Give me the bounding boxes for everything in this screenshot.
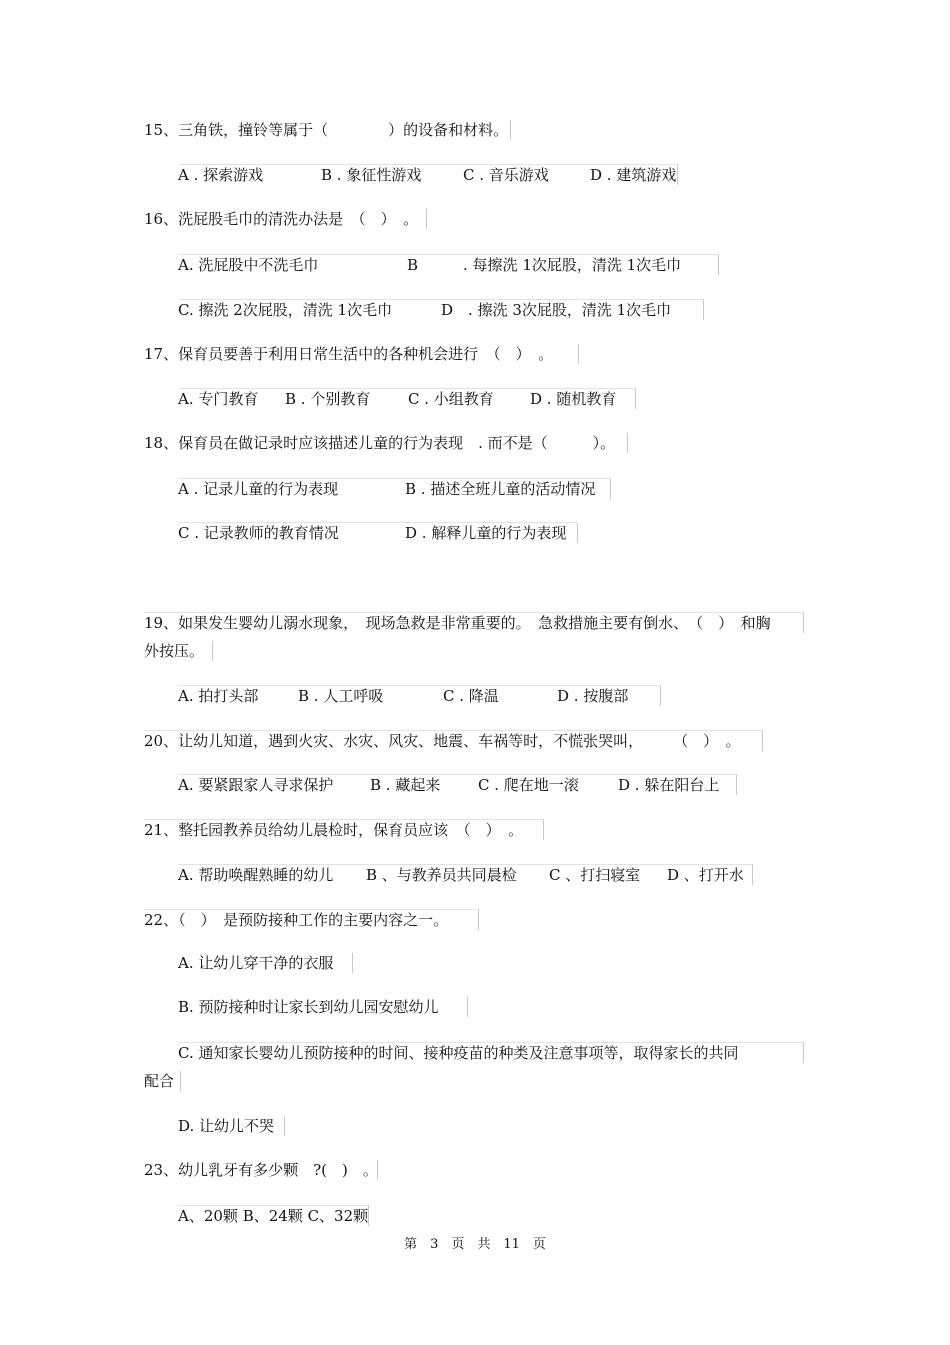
q18-option-a: A . 记录儿童的行为表现 [178, 480, 339, 498]
question-18-options-cd [178, 522, 578, 543]
question-16-stem: 16、洗屁股毛巾的清洗办法是 （ ） 。 [144, 209, 427, 229]
q15-option-b: B . 象征性游戏 [321, 166, 422, 184]
question-19-stem-line1: 19、如果发生婴幼儿溺水现象， 现场急救是非常重要的。 急救措施主要有倒水、 （ ） 和胸 [144, 612, 804, 633]
q16-option-b: B . 每擦洗 1次屁股，清洗 1次毛巾 [407, 256, 682, 274]
q20-option-c: C . 爬在地一滚 [478, 776, 579, 794]
question-22-option-c-continued: 配合 [144, 1071, 181, 1091]
q17-option-d: D . 随机教育 [530, 390, 617, 408]
question-19-stem-line2: 外按压。 [144, 641, 213, 661]
q19-option-d: D . 按腹部 [557, 687, 629, 705]
q18-option-d: D . 解释儿童的行为表现 [405, 524, 567, 542]
question-17-options [178, 388, 636, 409]
question-20-options [178, 774, 737, 795]
q21-option-b: B 、与教养员共同晨检 [366, 866, 517, 884]
q16-option-a: A. 洗屁股中不洗毛巾 [178, 256, 319, 274]
q20-option-a: A. 要紧跟家人寻求保护 [178, 776, 334, 794]
question-22-option-c: C. 通知家长婴幼儿预防接种的时间、接种疫苗的种类及注意事项等，取得家长的共同 [178, 1042, 804, 1063]
q21-option-c: C 、打扫寝室 [549, 866, 641, 884]
q15-option-d: D . 建筑游戏 [590, 166, 677, 184]
question-21-stem: 21、整托园教养员给幼儿晨检时，保育员应该 （ ） 。 [144, 819, 544, 840]
q20-option-d: D . 躲在阳台上 [618, 776, 720, 794]
question-22-option-a: A. 让幼儿穿干净的衣服 [178, 953, 353, 973]
question-18-options-ab [178, 478, 611, 499]
q19-option-a: A. 拍打头部 [178, 687, 259, 705]
q21-option-a: A. 帮助唤醒熟睡的幼儿 [178, 866, 334, 884]
q15-option-c: C . 音乐游戏 [463, 166, 549, 184]
question-15-stem: 15、三角铁，撞铃等属于（ ）的设备和材料。 [144, 120, 511, 140]
q20-option-b: B . 藏起来 [370, 776, 441, 794]
q19-option-c: C . 降温 [443, 687, 499, 705]
q16-option-d: D . 擦洗 3次屁股，清洗 1次毛巾 [441, 301, 672, 319]
q17-option-a: A. 专门教育 [178, 390, 259, 408]
question-17-stem: 17、保育员要善于利用日常生活中的各种机会进行 （ ） 。 [144, 344, 579, 364]
question-22-option-d: D. 让幼儿不哭 [178, 1116, 285, 1136]
q18-option-c: C . 记录教师的教育情况 [178, 524, 339, 542]
question-22-stem: 22、（ ） 是预防接种工作的主要内容之一。 [144, 909, 479, 930]
question-15-options [178, 164, 678, 185]
page-number-footer: 第 3 页 共 11 页 [404, 1237, 546, 1252]
q15-option-a: A . 探索游戏 [178, 166, 264, 184]
question-23-stem: 23、幼儿乳牙有多少颗 ?( ) 。 [144, 1161, 378, 1179]
question-16-options-ab [178, 254, 719, 275]
q21-option-d: D 、打开水 [667, 866, 744, 884]
question-21-options [178, 864, 753, 885]
question-18-stem: 18、保育员在做记录时应该描述儿童的行为表现 . 而不是（ ）。 [144, 433, 628, 453]
q18-option-b: B . 描述全班儿童的活动情况 [405, 480, 596, 498]
q16-option-c: C. 擦洗 2次屁股，清洗 1次毛巾 [178, 301, 393, 319]
q19-option-b: B . 人工呼吸 [298, 687, 384, 705]
question-22-option-b: B. 预防接种时让家长到幼儿园安慰幼儿 [178, 997, 468, 1017]
question-20-stem: 20、让幼儿知道，遇到火灾、水灾、风灾、地震、车祸等时，不慌张哭叫， （ ） 。 [144, 730, 763, 751]
question-16-options-cd [178, 299, 704, 320]
question-23-options: A、20颗 B、24颗 C、32颗 [178, 1207, 369, 1225]
question-19-options [178, 685, 661, 706]
q17-option-b: B . 个别教育 [285, 390, 371, 408]
q17-option-c: C . 小组教育 [408, 390, 494, 408]
